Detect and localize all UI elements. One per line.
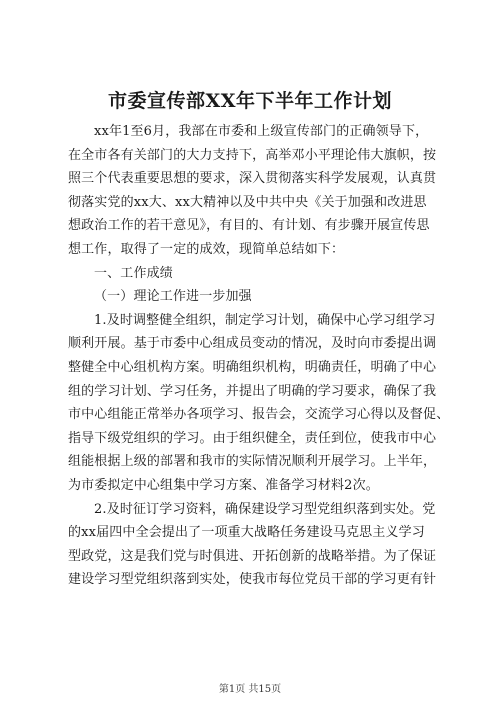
body-line: 为市委拟定中心组集中学习方案、准备学习材料2次。 bbox=[68, 477, 379, 493]
body-line: 2.及时征订学习资料，确保建设学习型党组织落到实处。党 bbox=[94, 501, 436, 517]
body-line: xx年1至6月，我部在市委和上级宣传部门的正确领导下， bbox=[94, 124, 429, 139]
body-line: 彻落实党的xx大、xx大精神以及中共中央《关于加强和改进思 bbox=[68, 194, 427, 210]
body-line: 组的学习计划、学习任务，并提出了明确的学习要求，确保了我 bbox=[68, 383, 437, 399]
body-line: 想工作，取得了一定的成效，现简单总结如下： bbox=[68, 241, 345, 257]
body-line: 的xx届四中全会提出了一项重大战略任务建设马克思主义学习 bbox=[68, 525, 425, 541]
body-line: 1.及时调整健全组织，制定学习计划，确保中心学习组学习 bbox=[94, 312, 436, 328]
body-line: 型政党，这是我们党与时俱进、开拓创新的战略举措。为了保证 bbox=[68, 548, 437, 564]
body-line: 组能根据上级的部署和我市的实际情况顺利开展学习。上半年， bbox=[68, 454, 437, 470]
body-line: 照三个代表重要思想的要求，深入贯彻落实科学发展观，认真贯 bbox=[68, 171, 437, 187]
subsection-heading: （一）理论工作进一步加强 bbox=[94, 289, 252, 305]
body-line: 整健全中心组机构方案。明确组织机构，明确责任，明确了中心 bbox=[68, 359, 437, 375]
document-title: 市委宣传部XX年下半年工作计划 bbox=[108, 90, 392, 112]
body-line: 市中心组能正常举办各项学习、报告会，交流学习心得以及督促、 bbox=[68, 407, 450, 423]
body-line: 在全市各有关部门的大力支持下，高举邓小平理论伟大旗帜，按 bbox=[68, 147, 437, 163]
body-line: 想政治工作的若干意见》，有目的、有计划、有步骤开展宣传思 bbox=[68, 218, 430, 234]
section-heading: 一、工作成绩 bbox=[94, 265, 173, 281]
page-footer: 第1页 共15页 bbox=[218, 684, 282, 695]
body-line: 建设学习型党组织落到实处，使我市每位党员干部的学习更有针 bbox=[68, 572, 437, 588]
body-line: 指导下级党组织的学习。由于组织健全，责任到位，使我市中心 bbox=[68, 430, 437, 446]
document-body bbox=[68, 120, 450, 592]
body-line: 顺利开展。基于市委中心组成员变动的情况，及时向市委提出调 bbox=[68, 336, 437, 352]
